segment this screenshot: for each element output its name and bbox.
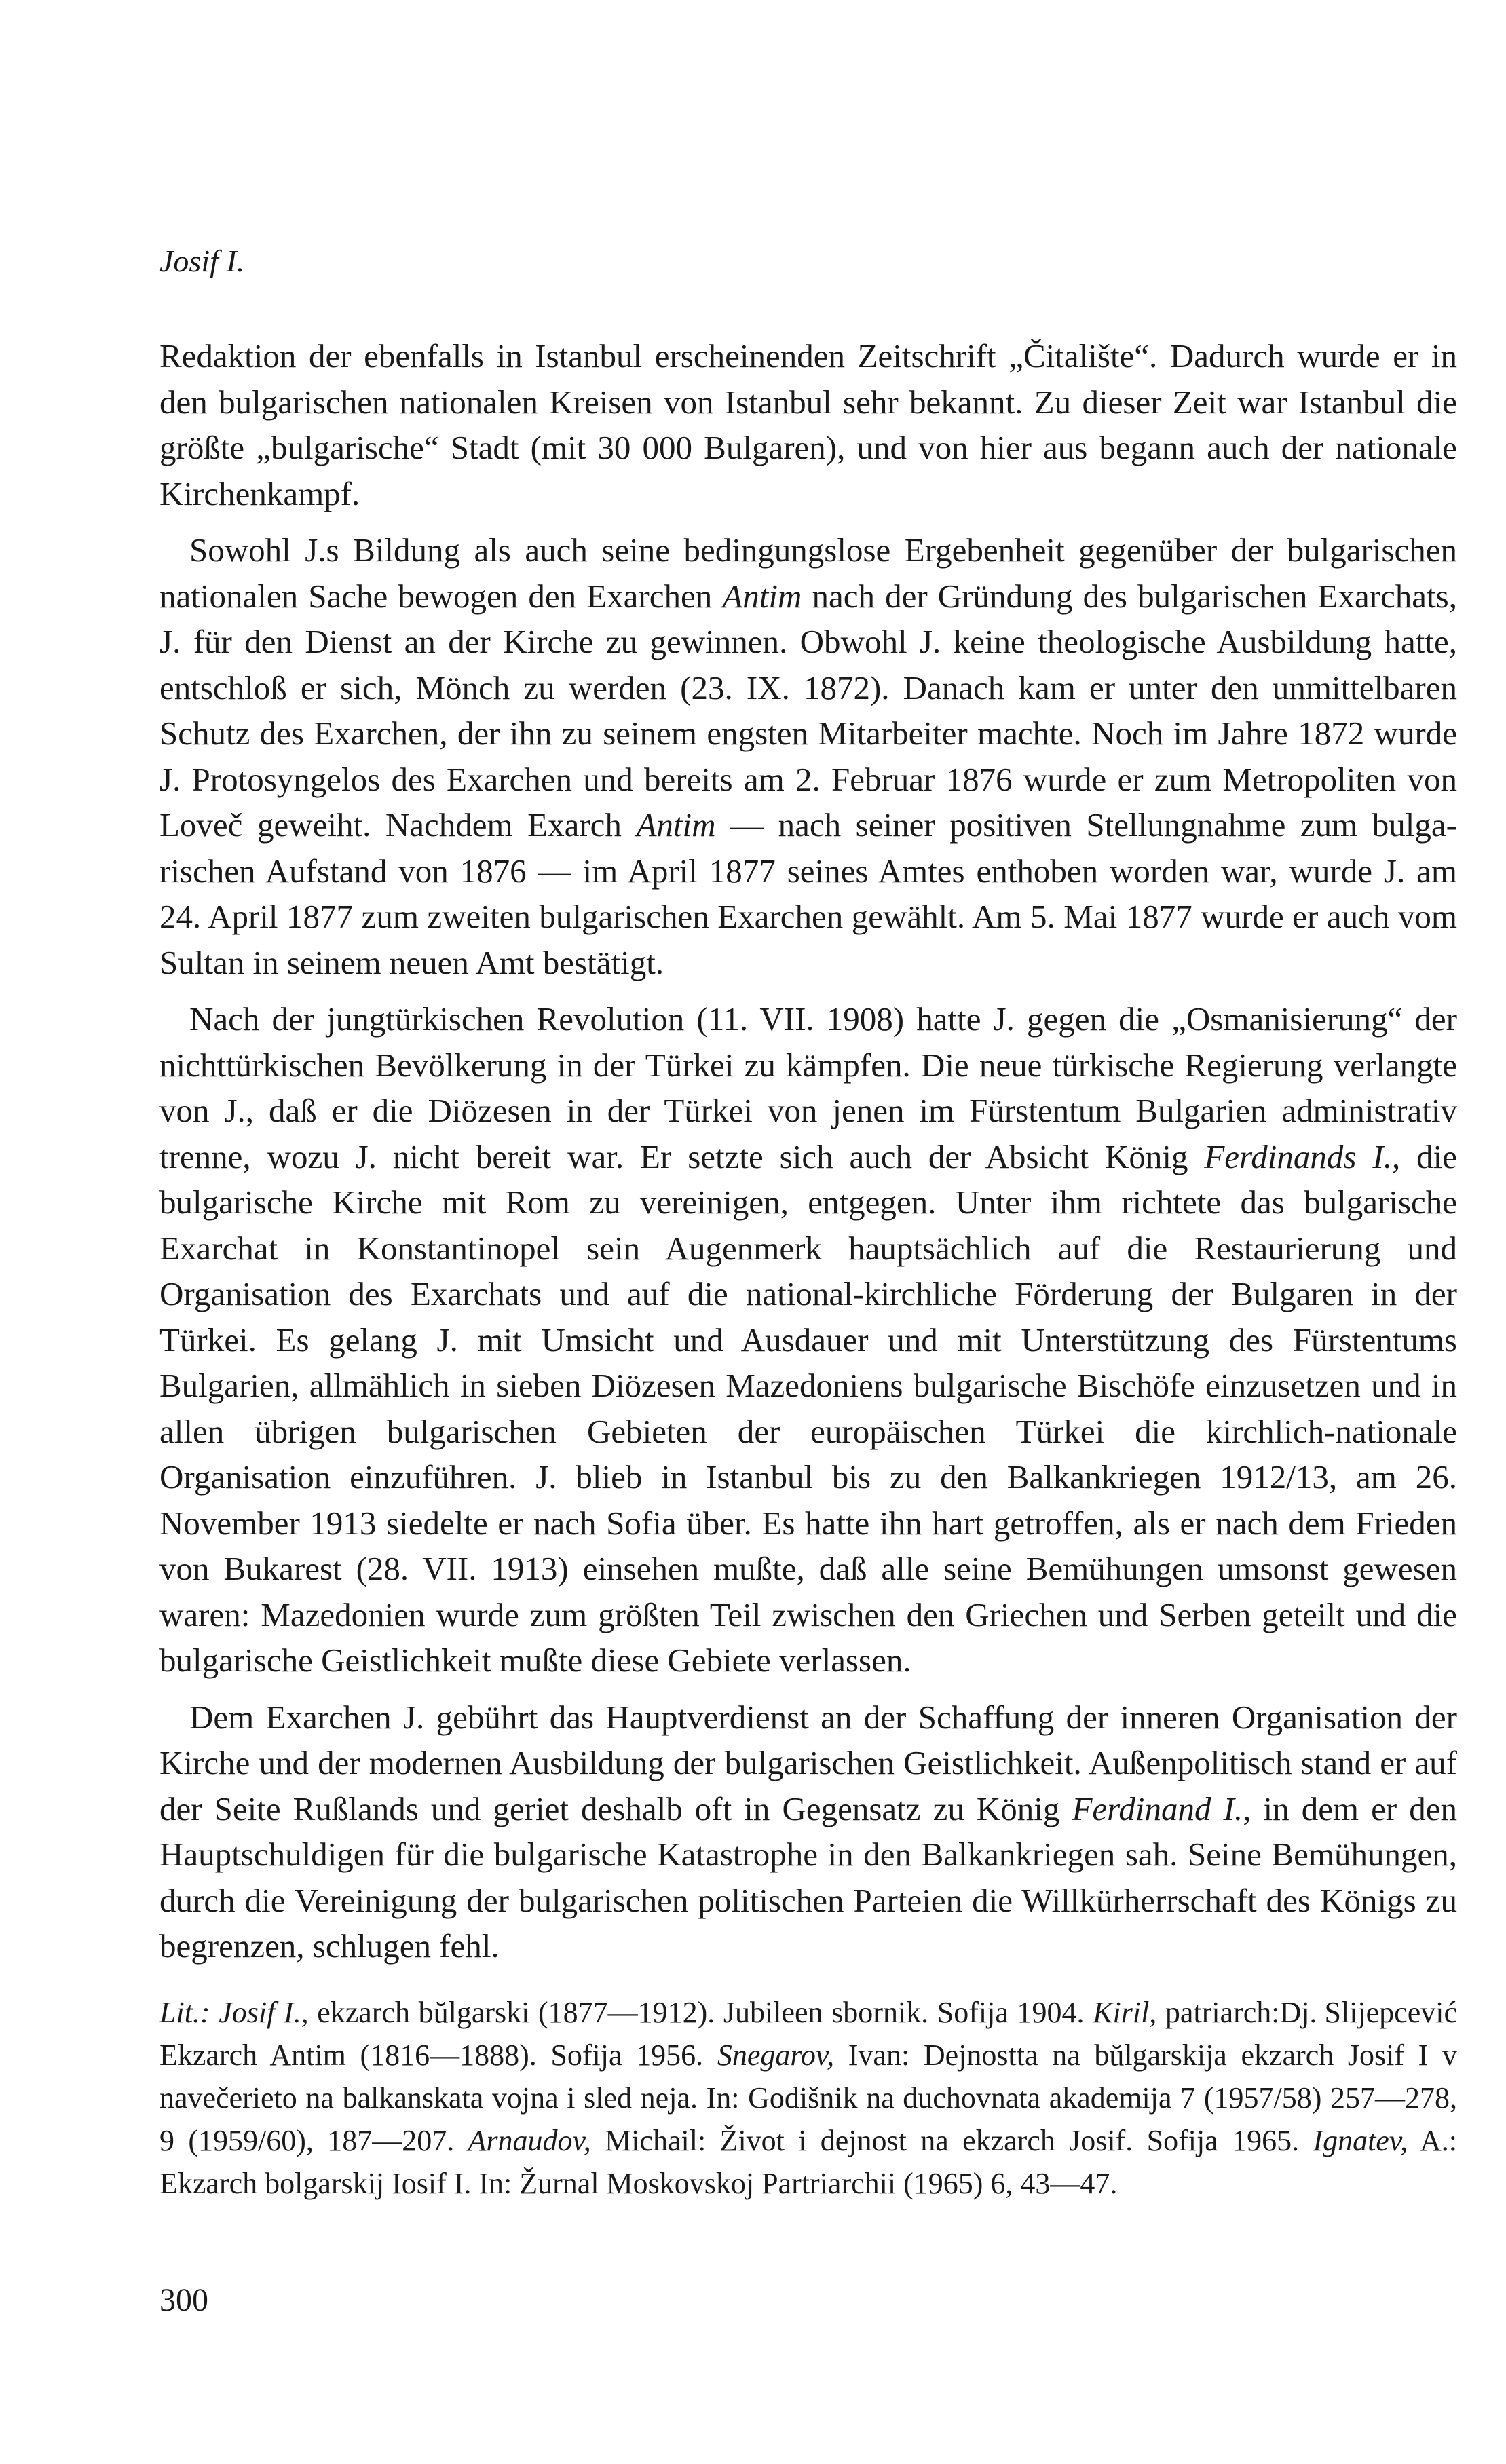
italic-name: Antim	[636, 806, 716, 844]
text-run: Redaktion der ebenfalls in Istanbul erscheinenden Zeitschrift „Čitalište“. Dadurch wurde er in den bulgarischen nationalen Kreisen von Istanbul sehr bekannt. Zu dieser Zeit war Istanbul die größte „bulgarische“ Stadt (mit 30 000 Bulgaren), und von hier aus begann auch der nationale Kirchenkampf.	[159, 337, 1457, 512]
reference-text: Ivan: Dejnostta na bŭlgarskija ekzarch Josif I v navečerieto na balkanskata vojna i sled neja. In: Godišnik na duchovnata akademija 7 (1957/58) 257—278, 9 (1959/60), 187—207.	[159, 2038, 1457, 2157]
text-run: , die bulgarische Kirche mit Rom zu vereinigen, entgegen. Unter ihm richtete das bulgarische Exarchat in Konstantinopel sein Augenmerk hauptsächlich auf die Restaurierung und Organisation des Exarchats und auf die national-kirchliche Förderung der Bulgaren in der Türkei. Es gelang J. mit Umsicht und Ausdauer und mit Unterstützung des Fürstentums Bulgarien, allmählich in sieben Diözesen Mazedoniens bulgarische Bischöfe einzusetzen und in allen übrigen bulgarischen Gebieten der europäischen Türkei die kirchlich-nationale Organisation einzuführen. J. blieb in Istanbul bis zu den Balkankriegen 1912/13, am 26. November 1913 siedelte er nach Sofia über. Es hatte ihn hart getroffen, als er nach dem Frieden von Bukarest (28. VII. 1913) einsehen mußte, daß alle seine Bemühungen umsonst gewesen waren: Mazedonien wurde zum größten Teil zwischen den Griechen und Serben geteilt und die bulgarische Geistlichkeit mußte diese Gebiete verlassen.	[159, 1137, 1457, 1679]
reference-author: Josif I.	[219, 1995, 301, 2029]
body-paragraph	[159, 996, 1457, 1684]
article-body	[159, 333, 1457, 1969]
text-run: Nach der jungtürkischen Revolution (11. VII. 1908) hatte J. gegen die „Osmanisierung“ der nichttürkischen Bevölkerung in der Türkei zu kämpfen. Die neue türkische Regierung verlangte von J., daß er die Diözesen in der Türkei von jenen im Fürstentum Bulgarien administrativ trenne, wozu J. nicht bereit war. Er setzte sich auch der Absicht König	[159, 1000, 1457, 1175]
italic-name: Ferdinands I.	[1204, 1137, 1392, 1175]
text-run: Sowohl J.s Bildung als auch seine bedingungslose Ergebenheit gegenüber der bulgarischen nationalen Sache bewogen den Exarchen	[159, 531, 1457, 615]
running-head: Josif I.	[159, 244, 245, 278]
text-run: Dem Exarchen J. gebührt das Hauptverdienst an der Schaffung der inneren Organisation der Kirche und der modernen Ausbildung der bulgarischen Geistlichkeit. Außenpolitisch stand er auf der Seite Rußlands und geriet deshalb oft in Gegensatz zu König	[159, 1698, 1457, 1827]
body-paragraph	[159, 527, 1457, 985]
text-run: , in dem er den Hauptschuldigen für die bulgarische Katastrophe in den Balkankriegen sah. Seine Bemühungen, durch die Vereinigung der bulgarischen politischen Parteien die Willkürherrschaft des Königs zu begrenzen, schlugen fehl.	[159, 1789, 1458, 1965]
text-run: nach der Gründung des bulgarischen Exarchats, J. für den Dienst an der Kirche zu gewinnen. Obwohl J. keine theologische Ausbildung hatte, entschloß er sich, Mönch zu werden (23. IX. 1872). Danach kam er unter den unmittelbaren Schutz des Exarchen, der ihn zu seinem engsten Mitarbeiter machte. Noch im Jahre 1872 wurde J. Protosyngelos des Exarchen und bereits am 2. Februar 1876 wurde er zum Metropoliten von Loveč geweiht. Nachdem Exarch	[159, 577, 1457, 844]
body-paragraph	[159, 333, 1457, 516]
literature-section	[159, 1991, 1457, 2205]
reference-author: Arnaudov,	[468, 2123, 591, 2157]
body-paragraph	[159, 1694, 1457, 1969]
text-run: — nach seiner positiven Stellungnahme zum bulgarischen Aufstand von 1876 — im April 1877 seines Amtes enthoben worden war, wurde J. am 24. April 1877 zum zweiten bulgarischen Exarchen gewählt. Am 5. Mai 1877 wurde er auch vom Sultan in seinem neuen Amt bestätigt.	[159, 806, 1457, 981]
reference-author: Kiril,	[1093, 1995, 1157, 2029]
reference-author: Snegarov,	[717, 2038, 835, 2072]
reference-text: , ekzarch bŭlgarski (1877—1912). Jubileen sbornik. Sofija 1904.	[301, 1995, 1093, 2029]
reference-author: Ignatev,	[1313, 2123, 1408, 2157]
reference-text: patriarch: Ekzarch Antim (1816—1888). Sofija 1956.	[159, 1995, 1280, 2072]
italic-name: Antim	[722, 577, 802, 615]
literature-references	[159, 1996, 1457, 2200]
reference-text: A.: Ekzarch bolgarskij Iosif I. In: Žurnal Moskovskoj Partriarchii (1965) 6, 43—47.	[159, 2123, 1458, 2200]
author-signature: Dj. Slijepcević	[1279, 1995, 1457, 2029]
reference-text: Michail: Život i dejnost na ekzarch Josif. Sofija 1965.	[590, 2123, 1313, 2157]
italic-name: Ferdinand I.	[1072, 1789, 1243, 1827]
literature-label: Lit.:	[159, 1995, 210, 2029]
page-content	[159, 241, 1457, 2205]
page-number: 300	[159, 2282, 208, 2318]
